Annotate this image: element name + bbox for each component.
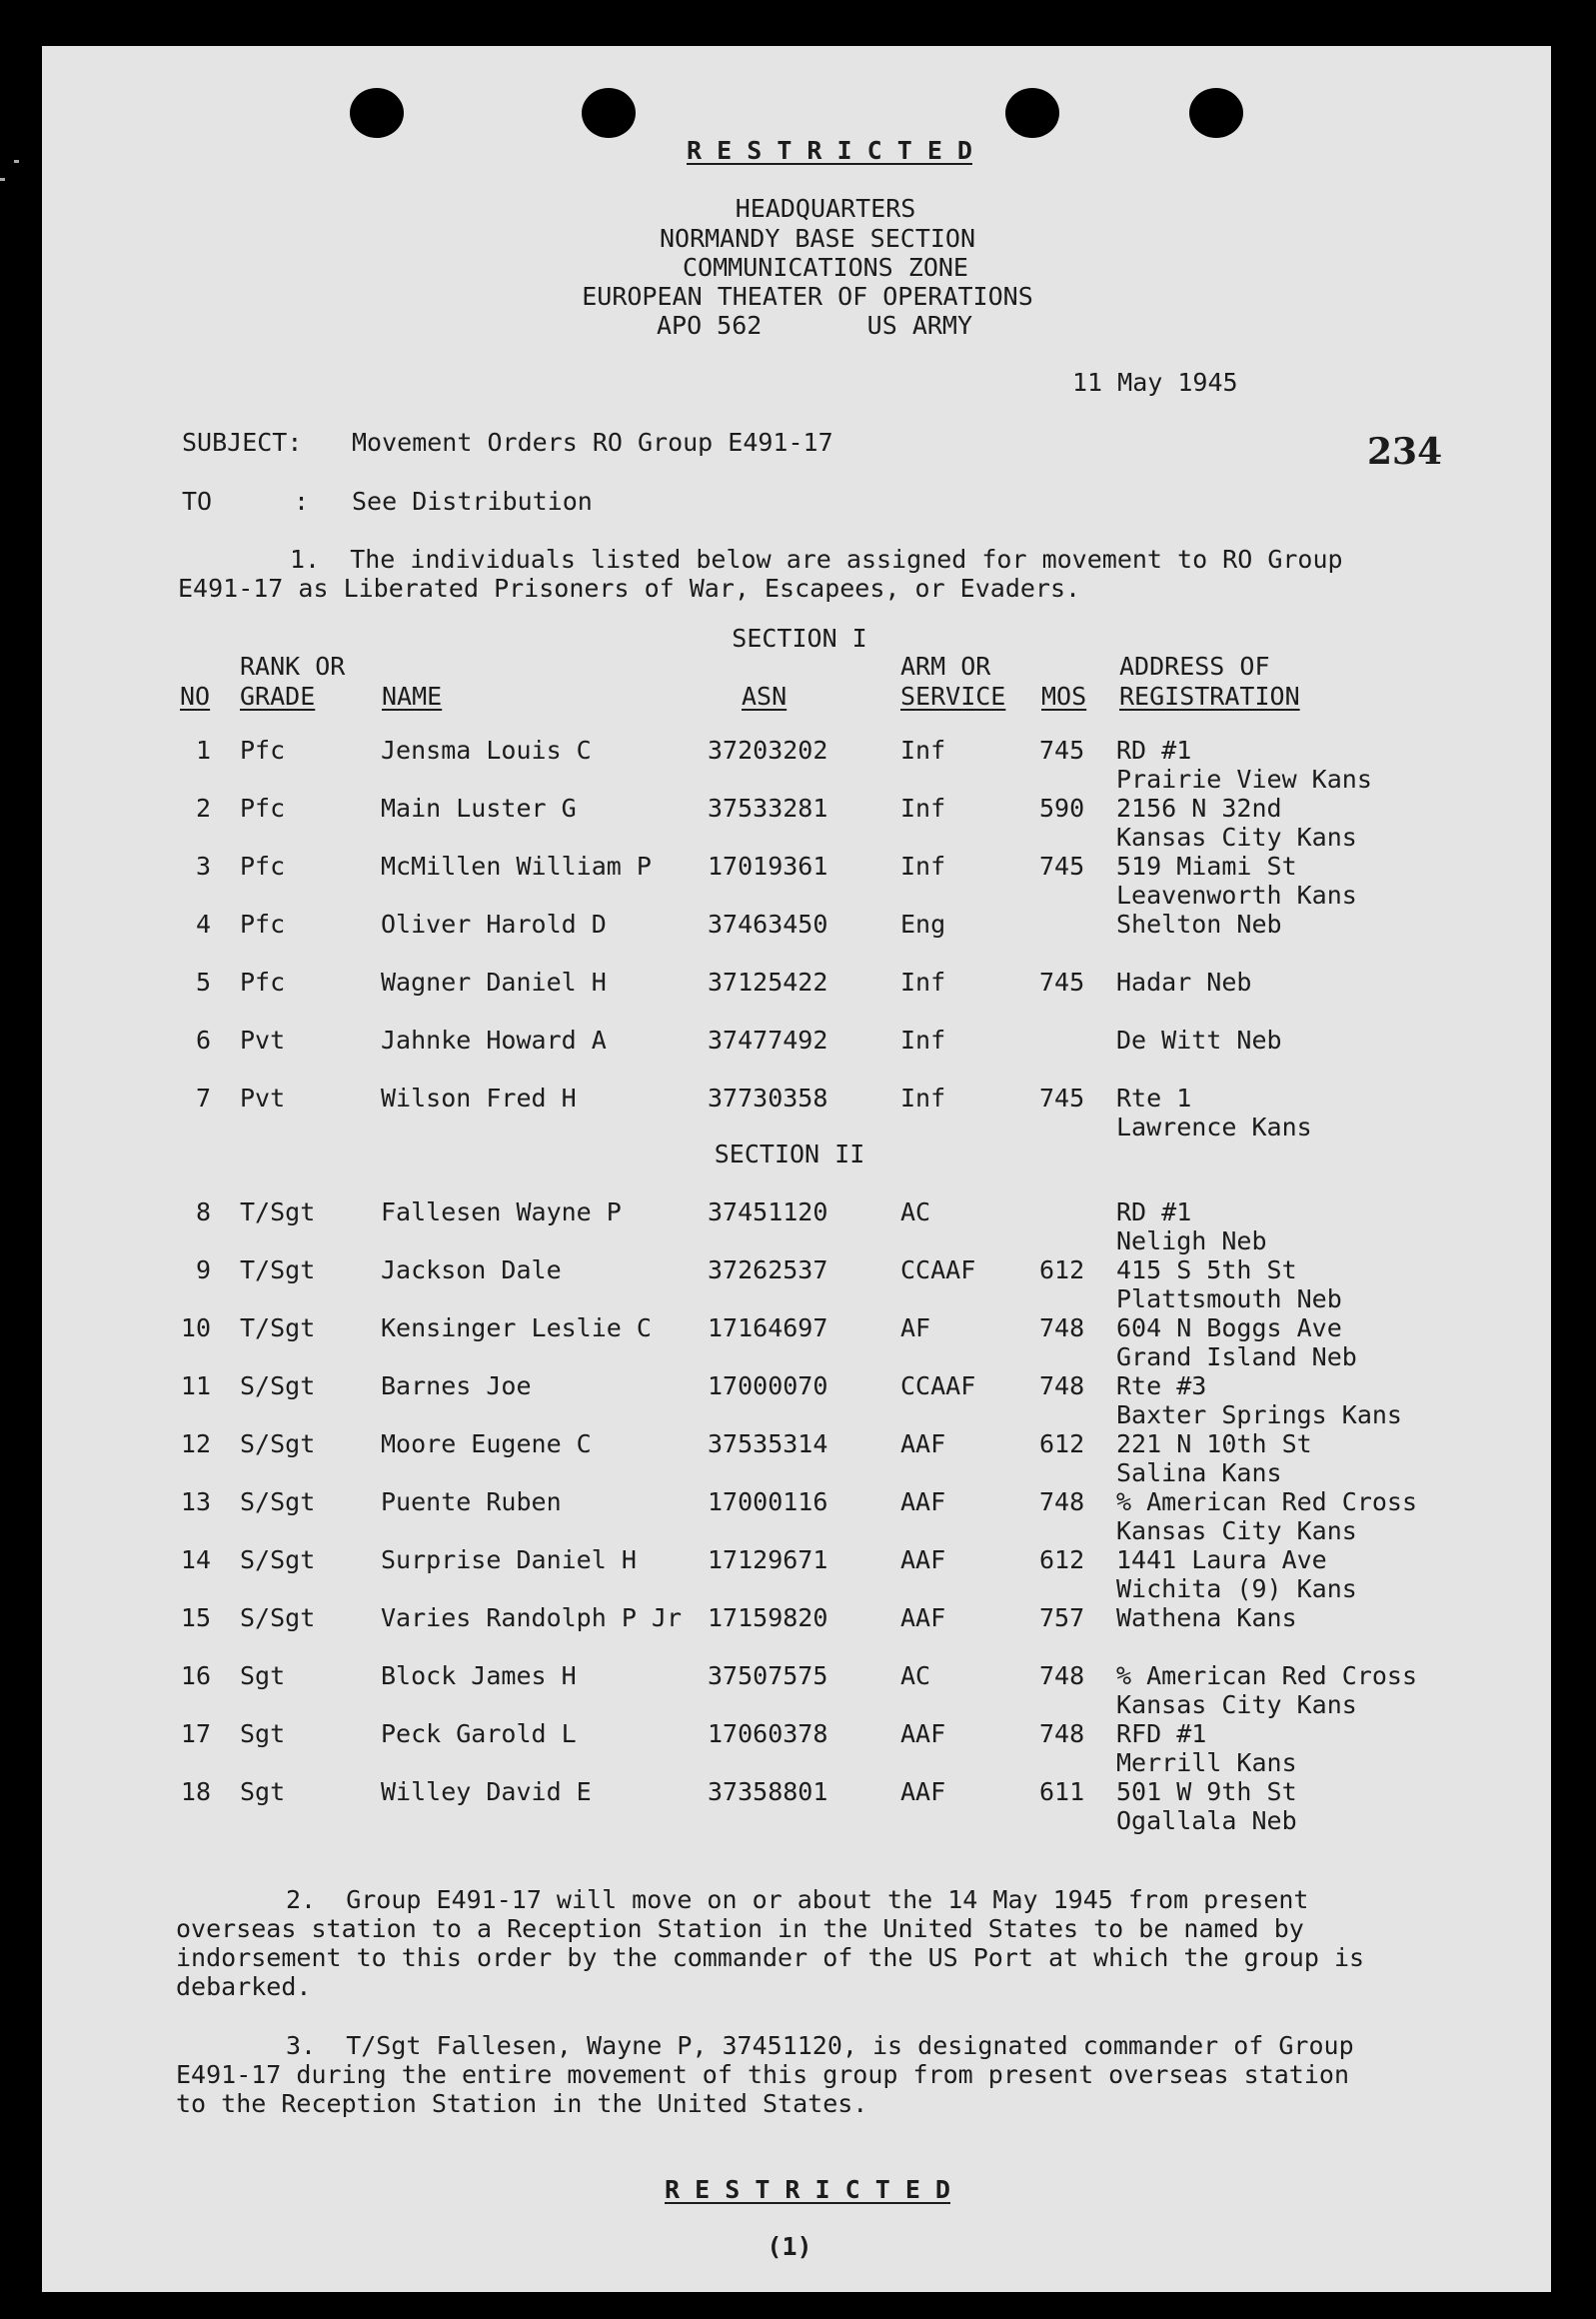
row-mos: 745: [1039, 968, 1085, 997]
row-arm: AAF: [900, 1603, 946, 1632]
row-mos: 590: [1039, 794, 1085, 823]
row-asn: 17000070: [708, 1371, 828, 1400]
row-name: Moore Eugene C: [381, 1429, 592, 1458]
row-rank: Pfc: [240, 968, 286, 997]
row-mos: 748: [1039, 1487, 1085, 1516]
row-address-line1: % American Red Cross: [1116, 1487, 1418, 1516]
row-arm: Eng: [900, 910, 946, 939]
row-asn: 37203202: [708, 736, 828, 765]
row-address-line1: 519 Miami St: [1116, 852, 1297, 881]
page-number: (1): [767, 2232, 812, 2261]
row-mos: 745: [1039, 1084, 1085, 1113]
row-address-line1: 2156 N 32nd: [1116, 794, 1282, 823]
punch-hole: [1005, 88, 1059, 138]
page-stamp-number: 234: [1367, 431, 1443, 473]
subject-label: SUBJECT:: [182, 428, 303, 457]
paragraph-2-line: 2. Group E491-17 will move on or about the 14 May 1945 from present: [286, 1885, 1309, 1914]
row-address-line1: 221 N 10th St: [1116, 1429, 1312, 1458]
row-arm: AAF: [900, 1545, 946, 1574]
punch-hole: [582, 88, 636, 138]
row-number: 4: [195, 910, 211, 939]
hq-line: NORMANDY BASE SECTION: [659, 224, 976, 253]
row-asn: 17164697: [708, 1313, 828, 1342]
row-arm: Inf: [900, 1084, 946, 1113]
row-mos: 748: [1039, 1719, 1085, 1748]
row-number: 15: [180, 1603, 211, 1632]
header-address: ADDRESS OF: [1119, 652, 1270, 681]
row-rank: S/Sgt: [240, 1487, 316, 1516]
row-address-line1: 1441 Laura Ave: [1116, 1545, 1327, 1574]
punch-hole: [350, 88, 404, 138]
row-rank: T/Sgt: [240, 1313, 316, 1342]
to-colon: :: [294, 487, 310, 516]
row-address-line1: RD #1: [1116, 1197, 1192, 1226]
paragraph-3-line: 3. T/Sgt Fallesen, Wayne P, 37451120, is designated commander of Group: [286, 2031, 1354, 2060]
row-address-line1: RD #1: [1116, 736, 1192, 765]
row-arm: CCAAF: [900, 1255, 976, 1284]
row-name: Block James H: [381, 1661, 577, 1690]
row-arm: Inf: [900, 794, 946, 823]
row-number: 6: [195, 1026, 211, 1055]
paragraph-3-line: to the Reception Station in the United States.: [176, 2089, 868, 2118]
row-asn: 17000116: [708, 1487, 828, 1516]
to-label: TO: [182, 487, 213, 516]
row-asn: 17019361: [708, 852, 828, 881]
section-heading: SECTION I: [732, 624, 867, 653]
row-number: 7: [195, 1084, 211, 1113]
row-address-line2: Kansas City Kans: [1116, 1516, 1357, 1545]
header-mos: MOS: [1041, 682, 1087, 711]
row-asn: 37477492: [708, 1026, 828, 1055]
row-mos: 745: [1039, 852, 1085, 881]
row-number: 17: [180, 1719, 211, 1748]
row-address-line2: Neligh Neb: [1116, 1226, 1267, 1255]
header-asn: ASN: [742, 682, 788, 711]
header-grade: GRADE: [240, 682, 316, 711]
row-address-line2: Grand Island Neb: [1116, 1342, 1357, 1371]
hq-line: COMMUNICATIONS ZONE: [683, 253, 968, 282]
row-mos: 611: [1039, 1777, 1085, 1806]
document-date: 11 May 1945: [1072, 368, 1238, 397]
row-arm: AF: [900, 1313, 931, 1342]
row-asn: 37463450: [708, 910, 828, 939]
row-arm: AC: [900, 1197, 931, 1226]
hq-line: HEADQUARTERS: [735, 194, 916, 223]
row-arm: AAF: [900, 1487, 946, 1516]
row-asn: 37533281: [708, 794, 828, 823]
hq-line: EUROPEAN THEATER OF OPERATIONS: [582, 282, 1033, 311]
row-address-line1: Rte #3: [1116, 1371, 1207, 1400]
row-number: 12: [180, 1429, 211, 1458]
row-address-line1: Wathena Kans: [1116, 1603, 1297, 1632]
row-rank: Pvt: [240, 1084, 286, 1113]
row-arm: AC: [900, 1661, 931, 1690]
paragraph-3-line: E491-17 during the entire movement of this group from present overseas station: [176, 2060, 1349, 2089]
row-asn: 37358801: [708, 1777, 828, 1806]
paragraph-1-line: 1. The individuals listed below are assigned for movement to RO Group: [290, 545, 1343, 574]
row-mos: 748: [1039, 1313, 1085, 1342]
row-arm: Inf: [900, 852, 946, 881]
row-number: 2: [195, 794, 211, 823]
row-arm: Inf: [900, 968, 946, 997]
row-number: 10: [180, 1313, 211, 1342]
row-name: Jensma Louis C: [381, 736, 592, 765]
header-service: SERVICE: [900, 682, 1006, 711]
paragraph-2: [176, 1885, 1364, 2001]
row-mos: 757: [1039, 1603, 1085, 1632]
row-address-line2: Lawrence Kans: [1116, 1113, 1312, 1142]
paragraph-3: [176, 2031, 1354, 2118]
row-rank: Pfc: [240, 910, 286, 939]
row-rank: S/Sgt: [240, 1371, 316, 1400]
paragraph-1-line: E491-17 as Liberated Prisoners of War, Escapees, or Evaders.: [178, 574, 1081, 603]
row-rank: Pfc: [240, 736, 286, 765]
row-name: Peck Garold L: [381, 1719, 577, 1748]
row-rank: T/Sgt: [240, 1255, 316, 1284]
row-rank: Sgt: [240, 1661, 286, 1690]
row-number: 1: [195, 736, 211, 765]
row-name: Oliver Harold D: [381, 910, 607, 939]
row-name: Jahnke Howard A: [381, 1026, 607, 1055]
row-address-line1: Shelton Neb: [1116, 910, 1282, 939]
row-name: Kensinger Leslie C: [381, 1313, 652, 1342]
row-asn: 37535314: [708, 1429, 828, 1458]
row-rank: Pvt: [240, 1026, 286, 1055]
row-rank: S/Sgt: [240, 1429, 316, 1458]
row-address-line1: Hadar Neb: [1116, 968, 1252, 997]
row-address-line2: Ogallala Neb: [1116, 1806, 1297, 1835]
row-name: Main Luster G: [381, 794, 577, 823]
row-rank: S/Sgt: [240, 1603, 316, 1632]
row-name: McMillen William P: [381, 852, 652, 881]
row-asn: 37125422: [708, 968, 828, 997]
punch-hole: [1189, 88, 1243, 138]
classification-header: R E S T R I C T E D: [687, 136, 972, 165]
row-number: 13: [180, 1487, 211, 1516]
row-number: 8: [195, 1197, 211, 1226]
header-rank: RANK OR: [240, 652, 346, 681]
row-number: 16: [180, 1661, 211, 1690]
row-name: Barnes Joe: [381, 1371, 532, 1400]
row-address-line1: Rte 1: [1116, 1084, 1192, 1113]
row-arm: Inf: [900, 1026, 946, 1055]
header-no: NO: [180, 682, 211, 711]
row-arm: AAF: [900, 1719, 946, 1748]
row-address-line1: De Witt Neb: [1116, 1026, 1282, 1055]
header-registration: REGISTRATION: [1119, 682, 1300, 711]
row-number: 5: [195, 968, 211, 997]
row-rank: Pfc: [240, 794, 286, 823]
row-asn: 17129671: [708, 1545, 828, 1574]
row-asn: 37507575: [708, 1661, 828, 1690]
paragraph-2-line: debarked.: [176, 1972, 312, 2001]
paragraph-2-line: overseas station to a Reception Station in the United States to be named by: [176, 1914, 1304, 1943]
row-number: 9: [195, 1255, 211, 1284]
row-mos: 612: [1039, 1545, 1085, 1574]
row-name: Wagner Daniel H: [381, 968, 607, 997]
row-arm: Inf: [900, 736, 946, 765]
row-address-line2: Merrill Kans: [1116, 1748, 1297, 1777]
row-address-line2: Wichita (9) Kans: [1116, 1574, 1357, 1603]
header-arm: ARM OR: [900, 652, 991, 681]
row-arm: AAF: [900, 1429, 946, 1458]
row-arm: AAF: [900, 1777, 946, 1806]
row-address-line1: 604 N Boggs Ave: [1116, 1313, 1342, 1342]
row-name: Wilson Fred H: [381, 1084, 577, 1113]
scan-mark: [0, 178, 5, 181]
row-rank: T/Sgt: [240, 1197, 316, 1226]
row-name: Jackson Dale: [381, 1255, 562, 1284]
row-rank: Sgt: [240, 1777, 286, 1806]
row-rank: Sgt: [240, 1719, 286, 1748]
row-address-line2: Salina Kans: [1116, 1458, 1282, 1487]
row-address-line1: 501 W 9th St: [1116, 1777, 1297, 1806]
hq-line: APO 562 US ARMY: [656, 311, 973, 340]
row-address-line2: Prairie View Kans: [1116, 765, 1372, 794]
row-rank: Pfc: [240, 852, 286, 881]
to-value: See Distribution: [352, 487, 593, 516]
row-asn: 17060378: [708, 1719, 828, 1748]
row-address-line2: Kansas City Kans: [1116, 1690, 1357, 1719]
subject-value: Movement Orders RO Group E491-17: [352, 428, 833, 457]
header-name: NAME: [382, 682, 443, 711]
row-mos: 745: [1039, 736, 1085, 765]
row-name: Puente Ruben: [381, 1487, 562, 1516]
row-mos: 748: [1039, 1661, 1085, 1690]
row-number: 14: [180, 1545, 211, 1574]
row-rank: S/Sgt: [240, 1545, 316, 1574]
row-name: Fallesen Wayne P: [381, 1197, 622, 1226]
row-name: Surprise Daniel H: [381, 1545, 637, 1574]
row-address-line2: Leavenworth Kans: [1116, 881, 1357, 910]
row-name: Varies Randolph P Jr: [381, 1603, 683, 1632]
row-number: 11: [180, 1371, 211, 1400]
row-mos: 612: [1039, 1255, 1085, 1284]
row-asn: 37451120: [708, 1197, 828, 1226]
row-address-line1: RFD #1: [1116, 1719, 1207, 1748]
row-address-line2: Plattsmouth Neb: [1116, 1284, 1342, 1313]
row-address-line2: Baxter Springs Kans: [1116, 1400, 1402, 1429]
section-heading: SECTION II: [714, 1140, 865, 1168]
row-number: 18: [180, 1777, 211, 1806]
classification-footer: R E S T R I C T E D: [665, 2175, 950, 2204]
row-address-line2: Kansas City Kans: [1116, 823, 1357, 852]
row-number: 3: [195, 852, 211, 881]
row-asn: 17159820: [708, 1603, 828, 1632]
row-mos: 612: [1039, 1429, 1085, 1458]
row-asn: 37730358: [708, 1084, 828, 1113]
scan-mark: [14, 160, 19, 163]
row-name: Willey David E: [381, 1777, 592, 1806]
paragraph-2-line: indorsement to this order by the commander of the US Port at which the group is: [176, 1943, 1365, 1972]
row-address-line1: % American Red Cross: [1116, 1661, 1418, 1690]
row-asn: 37262537: [708, 1255, 828, 1284]
row-mos: 748: [1039, 1371, 1085, 1400]
row-address-line1: 415 S 5th St: [1116, 1255, 1297, 1284]
row-arm: CCAAF: [900, 1371, 976, 1400]
